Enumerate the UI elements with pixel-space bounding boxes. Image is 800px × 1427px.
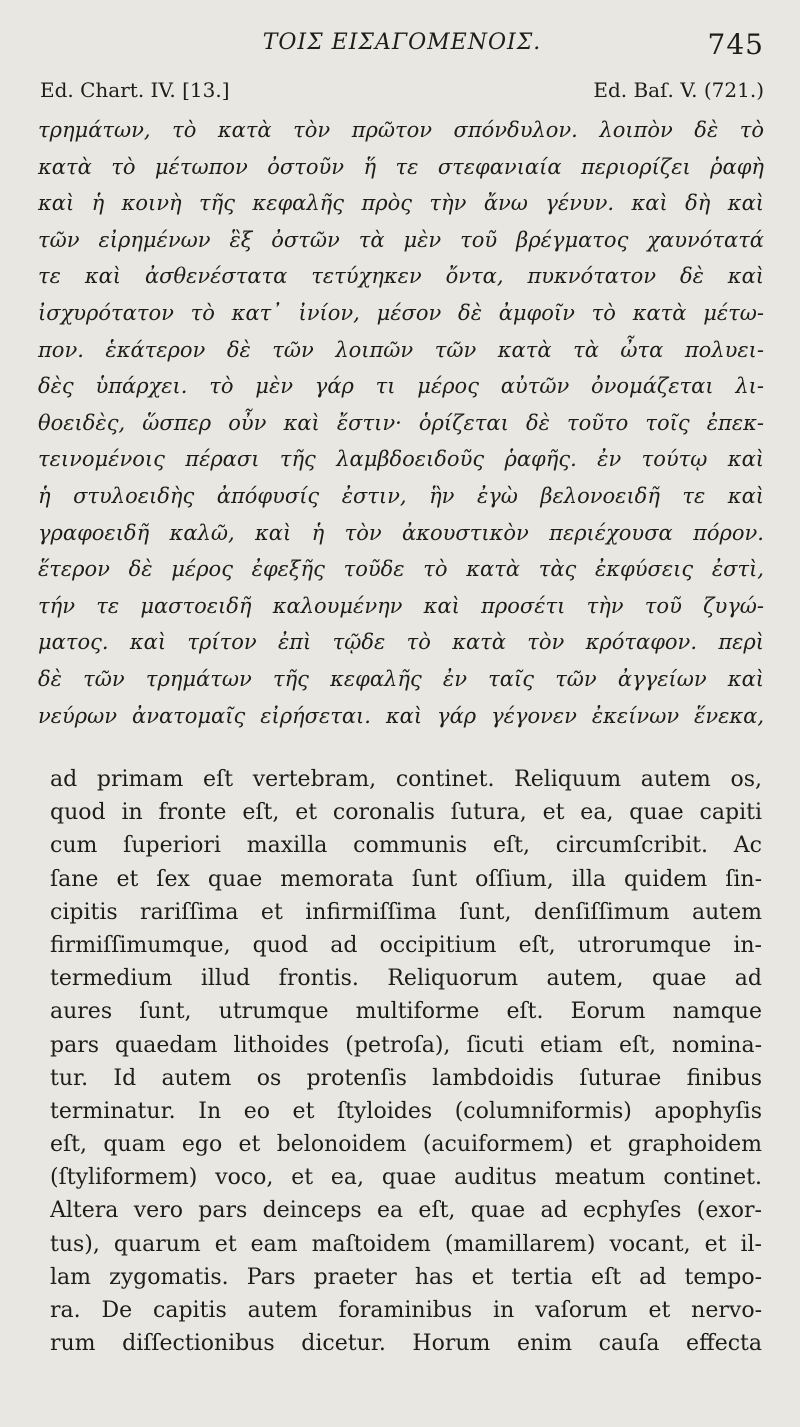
running-header — [40, 28, 764, 68]
latin-text-line: tus), quarum et eam maſtoidem (mamillarem) vocant, et il- — [50, 1231, 762, 1257]
greek-text-line: ἕτερον δὲ μέρος ἐφεξῆς τοῦδε τὸ κατὰ τὰς ἐκφύσεις ἐστὶ, — [38, 557, 764, 582]
greek-text-line: κατὰ τὸ μέτωπον ὀστοῦν ἥ τε στεφανιαία περιορίζει ῥαφὴ — [38, 154, 764, 179]
greek-text-line: γραφοειδῆ καλῶ, καὶ ἡ τὸν ἀκουστικὸν περιέχουσα πόρον. — [38, 520, 764, 545]
latin-text-line: termedium illud frontis. Reliquorum autem, quae ad — [50, 966, 762, 992]
edition-reference-chart: Ed. Chart. IV. [13.] — [40, 78, 230, 102]
latin-text-line: ra. De capitis autem foraminibus in vaſorum et nervo- — [50, 1298, 762, 1323]
latin-text-line: pars quaedam lithoides (petroſa), ſicuti etiam eſt, nomina- — [50, 1032, 762, 1058]
edition-reference-bas: Ed. Baſ. V. (721.) — [593, 78, 764, 102]
greek-text-line: νεύρων ἀνατομαῖς εἰρήσεται. καὶ γάρ γέγονεν ἐκείνων ἕνεκα, — [38, 703, 764, 728]
latin-text-line: Altera vero pars deinceps ea eſt, quae ad ecphyſes (exor- — [50, 1198, 762, 1224]
latin-text-line: cipitis rariſſima et infirmiſſima ſunt, denſiſſimum autem — [50, 899, 762, 925]
edition-references — [40, 78, 764, 108]
latin-text-line: tur. Id autem os protenſis lambdoidis ſuturae finibus — [50, 1065, 762, 1091]
latin-text-line: aures ſunt, utrumque multiforme eſt. Eorum namque — [50, 999, 762, 1025]
greek-text-line: θοειδὲς, ὥσπερ οὖν καὶ ἔστιν· ὁρίζεται δὲ τοῦτο τοῖς ἐπεκ- — [38, 410, 764, 435]
latin-text-line: eſt, quam ego et belonoidem (acuiformem) et graphoidem — [50, 1132, 762, 1158]
latin-text-block — [50, 763, 762, 1360]
latin-text-line: ſane et ſex quae memorata ſunt oſſium, illa quidem ſin- — [50, 866, 762, 892]
page-number: 745 — [707, 28, 764, 61]
greek-text-line: δὲς ὑπάρχει. τὸ μὲν γάρ τι μέρος αὐτῶν ὀνομάζεται λι- — [38, 374, 764, 399]
latin-text-line: ad primam eſt vertebram, continet. Reliquum autem os, — [50, 767, 762, 792]
greek-text-line: καὶ ἡ κοινὴ τῆς κεφαλῆς πρὸς τὴν ἄνω γένυν. καὶ δὴ καὶ — [38, 191, 764, 216]
latin-text-line: lam zygomatis. Pars praeter has et tertia eſt ad tempo- — [50, 1264, 762, 1290]
greek-text-line: τήν τε μαστοειδῆ καλουμένην καὶ προσέτι τὴν τοῦ ζυγώ- — [38, 593, 764, 618]
greek-text-line: ἰσχυρότατον τὸ κατ᾽ ἰνίον, μέσον δὲ ἀμφοῖν τὸ κατὰ μέτω- — [38, 300, 764, 325]
greek-text-line: τεινομένοις πέρασι τῆς λαμβδοειδοῦς ῥαφῆς. ἐν τούτῳ καὶ — [38, 447, 764, 472]
greek-text-line: δὲ τῶν τρημάτων τῆς κεφαλῆς ἐν ταῖς τῶν ἀγγείων καὶ — [38, 666, 764, 691]
latin-text-line: cum ſuperiori maxilla communis eſt, circumſcribit. Ac — [50, 833, 762, 859]
greek-text-line: ματος. καὶ τρίτον ἐπὶ τῷδε τὸ κατὰ τὸν κρόταφον. περὶ — [38, 630, 764, 655]
latin-text-line: firmiſſimumque, quod ad occipitium eſt, utrorumque in- — [50, 932, 762, 958]
greek-text-line: τρημάτων, τὸ κατὰ τὸν πρῶτον σπόνδυλον. λοιπὸν δὲ τὸ — [38, 118, 764, 142]
greek-text-block — [38, 112, 764, 734]
greek-text-line: πον. ἑκάτερον δὲ τῶν λοιπῶν τῶν κατὰ τὰ ὦτα πολυει- — [38, 337, 764, 362]
greek-text-line: ἡ στυλοειδὴς ἀπόφυσίς ἐστιν, ἣν ἐγὼ βελονοειδῆ τε καὶ — [38, 483, 764, 508]
greek-text-line: τῶν εἰρημένων ἓξ ὀστῶν τὰ μὲν τοῦ βρέγματος χαυνότατά — [38, 227, 764, 252]
latin-text-line: (ſtyliformem) voco, et ea, quae auditus meatum continet. — [50, 1165, 762, 1191]
latin-text-line: quod in fronte eſt, et coronalis ſutura, et ea, quae capiti — [50, 800, 762, 826]
latin-text-line: rum diſſectionibus dicetur. Horum enim cauſa effecta — [50, 1331, 762, 1357]
running-title: ΤΟΙΣ ΕΙΣΑΓΟΜΕΝΟΙΣ. — [262, 30, 542, 55]
greek-text-line: τε καὶ ἀσθενέστατα τετύχηκεν ὄντα, πυκνότατον δὲ καὶ — [38, 264, 764, 289]
latin-text-line: terminatur. In eo et ſtyloides (columniformis) apophyſis — [50, 1098, 762, 1124]
